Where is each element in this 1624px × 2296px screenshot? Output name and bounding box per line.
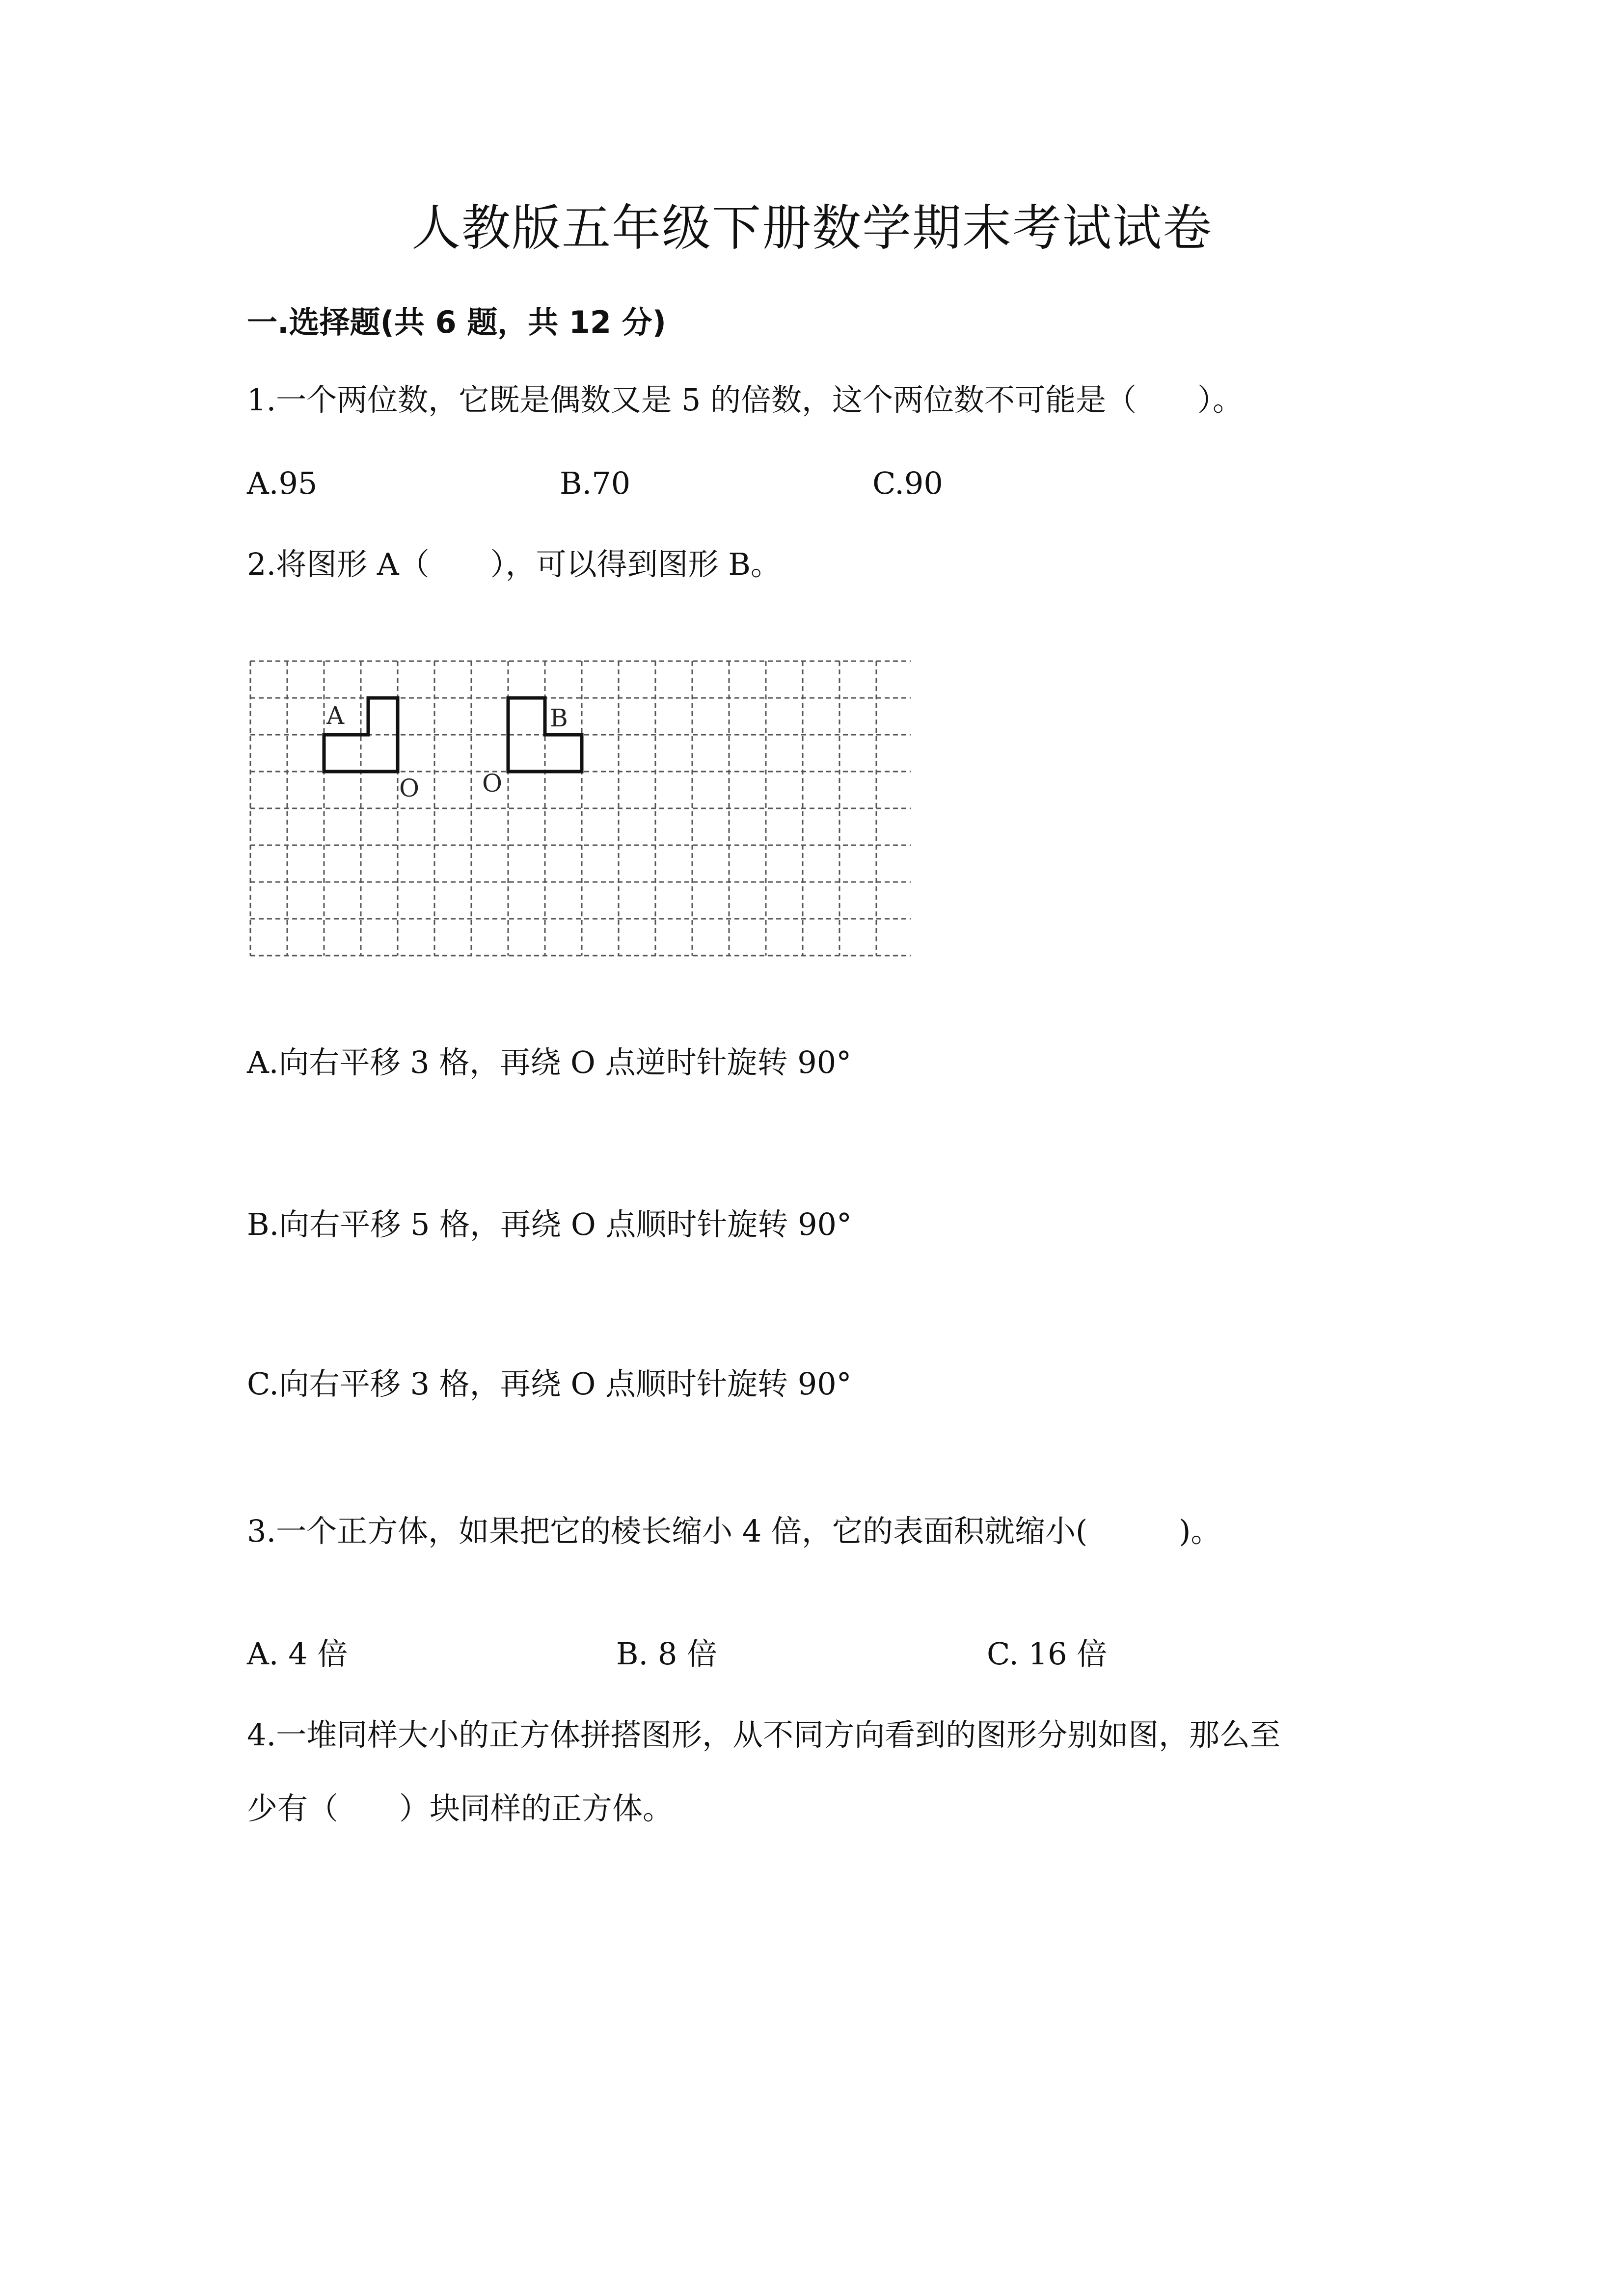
question-4-text-line-2: 少有（ ）块同样的正方体。 — [247, 1790, 674, 1826]
question-1-option-a: A.95 — [247, 465, 318, 501]
section-heading-choice: 一.选择题(共 6 题，共 12 分) — [247, 304, 666, 340]
question-4-text-line-1: 4.一堆同样大小的正方体拼搭图形，从不同方向看到的图形分别如图，那么至 — [247, 1717, 1281, 1753]
question-2-option-a: A.向右平移 3 格，再绕 O 点逆时针旋转 90° — [247, 1044, 852, 1080]
question-2-text: 2.将图形 A（ ），可以得到图形 B。 — [247, 546, 781, 582]
question-3-option-a: A. 4 倍 — [247, 1636, 348, 1672]
question-2-option-b: B.向右平移 5 格，再绕 O 点顺时针旋转 90° — [247, 1206, 852, 1242]
question-1-text: 1.一个两位数，它既是偶数又是 5 的倍数，这个两位数不可能是（ ）。 — [247, 382, 1244, 418]
label-b: B — [550, 704, 568, 732]
label-o-right: O — [399, 774, 419, 802]
question-1-option-b: B.70 — [560, 465, 631, 501]
question-3-option-c: C. 16 倍 — [987, 1636, 1108, 1672]
label-a: A — [326, 701, 345, 730]
dashed-grid — [250, 661, 911, 956]
question-3-option-b: B. 8 倍 — [616, 1636, 718, 1672]
label-o-left: O — [482, 769, 502, 798]
question-1-option-c: C.90 — [872, 465, 943, 501]
question-2-option-c: C.向右平移 3 格，再绕 O 点顺时针旋转 90° — [247, 1366, 852, 1402]
transformation-grid-figure — [248, 658, 911, 957]
page-title: 人教版五年级下册数学期末考试试卷 — [411, 199, 1213, 257]
question-3-text: 3.一个正方体，如果把它的棱长缩小 4 倍，它的表面积就缩小( )。 — [247, 1513, 1221, 1549]
